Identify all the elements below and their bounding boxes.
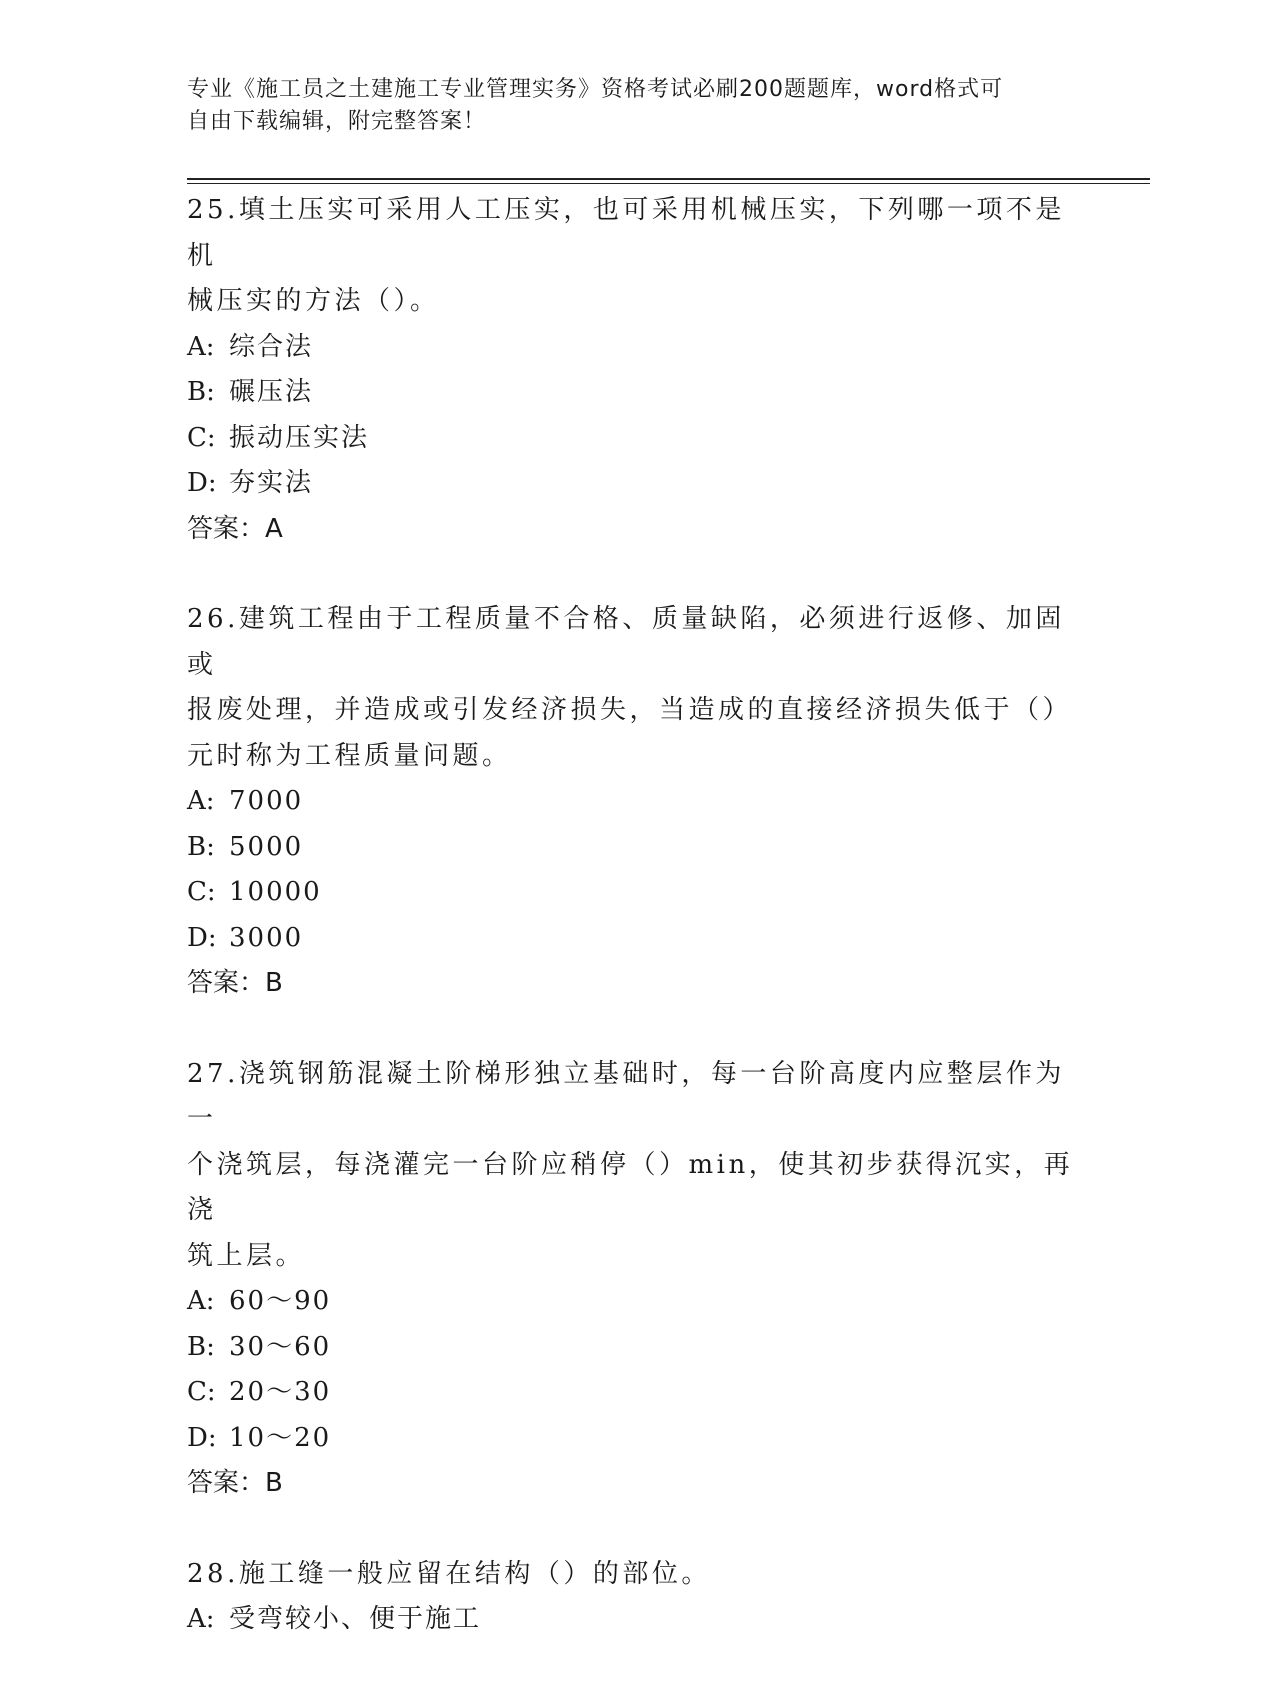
question-list: [187, 188, 1087, 1688]
option-text: 3000: [229, 922, 304, 953]
question-text-line: 个浇筑层，每浇灌完一台阶应稍停（）min，使其初步获得沉实，再浇: [187, 1149, 1074, 1225]
question-28: [187, 1552, 1087, 1643]
answer: 答案：B: [187, 968, 283, 998]
option-a: [187, 325, 1087, 371]
option-label: C:: [187, 1377, 216, 1407]
option-label: D:: [187, 1422, 217, 1453]
option-label: A:: [187, 1286, 215, 1316]
answer: 答案：A: [187, 513, 283, 544]
option-label: B:: [187, 377, 215, 407]
option-text: 受弯较小、便于施工: [229, 1604, 482, 1634]
header-line-2: 自由下载编辑，附完整答案！: [187, 109, 487, 134]
option-text: 综合法: [229, 331, 314, 362]
question-text-line: 25.填土压实可采用人工压实，也可采用机械压实，下列哪一项不是机: [187, 195, 1065, 271]
question-text-line: 报废处理，并造成或引发经济损失，当造成的直接经济损失低于（）: [187, 695, 1073, 725]
question-25: [187, 188, 1087, 552]
question-27: [187, 1052, 1087, 1507]
option-label: A:: [187, 1604, 215, 1634]
option-c: [187, 870, 1087, 916]
option-b: [187, 825, 1087, 871]
question-text-line: 26.建筑工程由于工程质量不合格、质量缺陷，必须进行返修、加固或: [187, 604, 1065, 680]
option-text: 20～30: [229, 1377, 332, 1407]
option-text: 30～60: [229, 1331, 332, 1362]
option-text: 夯实法: [229, 468, 314, 498]
question-26: [187, 597, 1087, 1007]
option-a: [187, 1279, 1087, 1325]
document-header: [187, 74, 1067, 138]
option-label: B:: [187, 1331, 215, 1362]
option-a: [187, 1597, 1087, 1643]
option-text: 10000: [229, 877, 322, 907]
question-text-line: 元时称为工程质量问题。: [187, 740, 512, 771]
question-text-line: 27.浇筑钢筋混凝土阶梯形独立基础时，每一台阶高度内应整层作为一: [187, 1058, 1065, 1134]
option-d: [187, 461, 1087, 507]
option-label: A:: [187, 331, 215, 362]
option-a: [187, 779, 1087, 825]
option-text: 7000: [229, 786, 304, 816]
option-label: A:: [187, 786, 215, 816]
option-label: D:: [187, 922, 217, 953]
question-text-line: 筑上层。: [187, 1240, 306, 1271]
question-text-line: 械压实的方法（）。: [187, 286, 440, 316]
answer: 答案：B: [187, 1468, 283, 1498]
header-line-1: 专业《施工员之土建施工专业管理实务》资格考试必刷200题题库，word格式可: [187, 77, 1004, 102]
option-b: [187, 370, 1087, 416]
option-label: C:: [187, 422, 216, 453]
option-text: 10～20: [229, 1422, 332, 1453]
option-text: 60～90: [229, 1286, 332, 1316]
header-rule-thick: [187, 178, 1150, 180]
option-c: [187, 1370, 1087, 1416]
option-d: [187, 916, 1087, 962]
option-d: [187, 1416, 1087, 1462]
option-text: 碾压法: [229, 377, 314, 407]
option-label: C:: [187, 877, 216, 907]
header-rule-thin: [187, 183, 1150, 184]
option-label: B:: [187, 831, 215, 862]
option-text: 振动压实法: [229, 422, 370, 453]
option-b: [187, 1325, 1087, 1371]
option-label: D:: [187, 468, 217, 498]
option-c: [187, 416, 1087, 462]
question-text-line: 28.施工缝一般应留在结构（）的部位。: [187, 1558, 711, 1589]
option-text: 5000: [229, 831, 304, 862]
